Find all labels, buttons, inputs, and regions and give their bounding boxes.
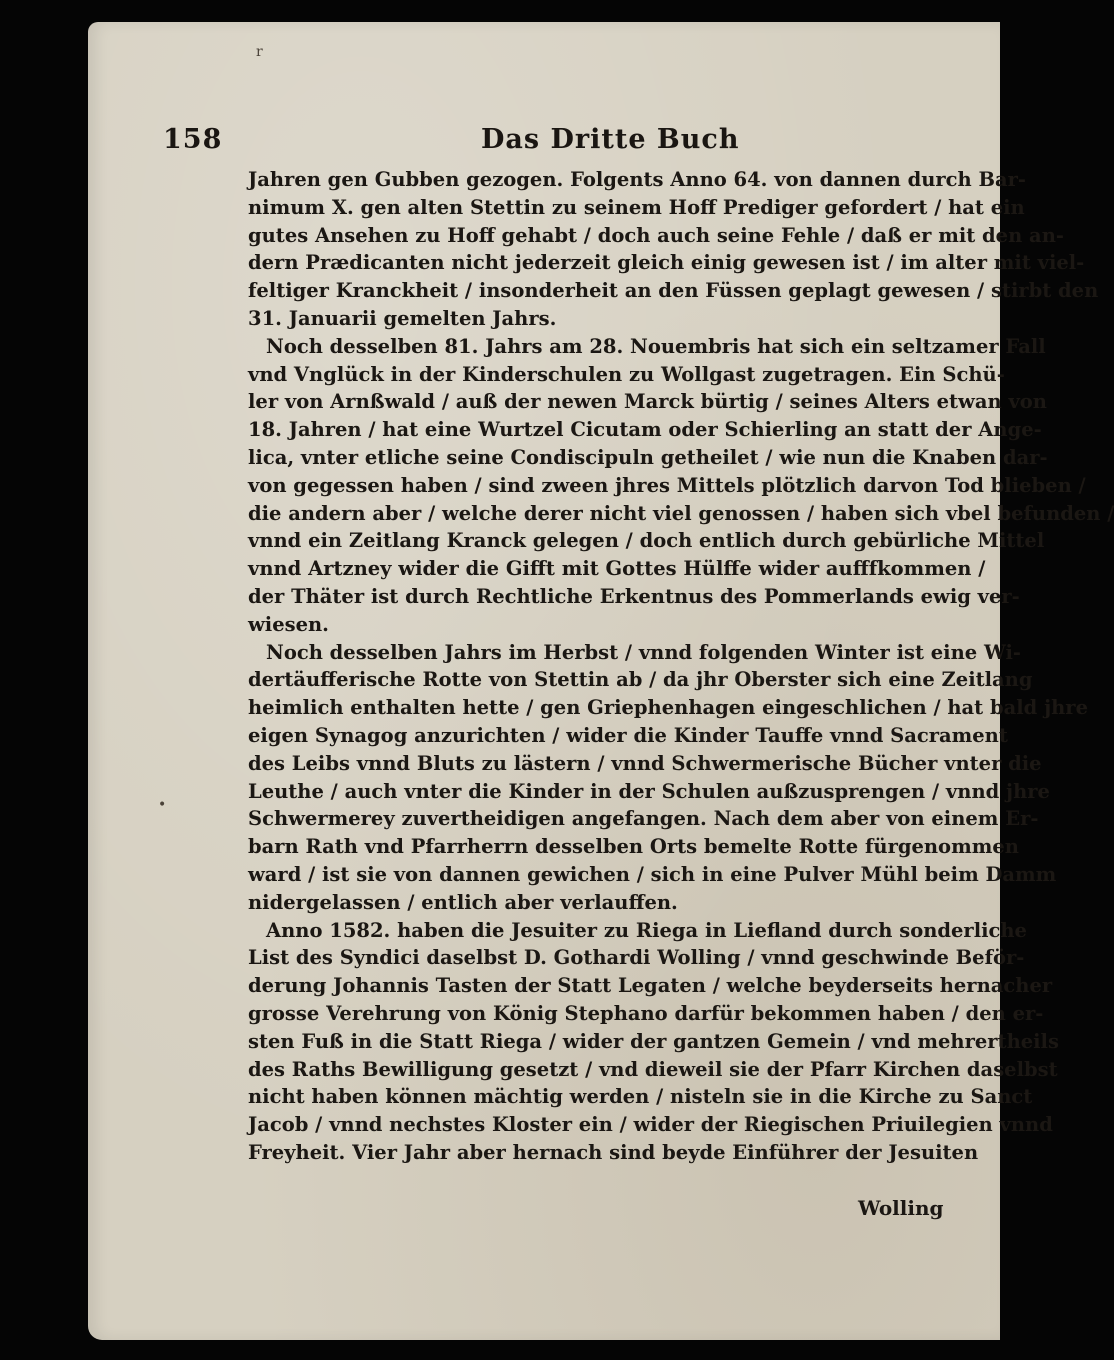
text-line: von gegessen haben / sind zween jhres Mittels plötzlich darvon Tod blieben /	[248, 473, 1086, 497]
paragraph	[248, 333, 1114, 639]
running-head: Das Dritte Buch	[481, 124, 740, 155]
text-line: Jacob / vnnd nechstes Kloster ein / wider der Riegischen Priuilegien vnnd	[248, 1113, 1053, 1137]
paragraph	[248, 917, 1059, 1167]
page-number: 158	[163, 124, 223, 155]
text-line: heimlich enthalten hette / gen Griephenhagen eingeschlichen / hat bald jhre	[248, 696, 1088, 720]
text-line: List des Syndici daselbst D. Gothardi Wolling / vnnd geschwinde Beför-	[248, 946, 1025, 970]
text-line: der Thäter ist durch Rechtliche Erkentnus des Pommerlands ewig ver-	[248, 584, 1020, 608]
text-line: wiesen.	[248, 612, 329, 636]
text-line: dern Prædicanten nicht jederzeit gleich einig gewesen ist / im alter mit viel-	[248, 251, 1085, 275]
text-line: Freyheit. Vier Jahr aber hernach sind beyde Einführer der Jesuiten	[248, 1140, 979, 1164]
text-line: barn Rath vnd Pfarrherrn desselben Orts bemelte Rotte fürgenommen	[248, 835, 1019, 859]
text-line: vnd Vnglück in der Kinderschulen zu Wollgast zugetragen. Ein Schü-	[248, 362, 1005, 386]
text-line: 31. Januarii gemelten Jahrs.	[248, 306, 557, 330]
text-line: grosse Verehrung von König Stephano darfür bekommen haben / den er-	[248, 1001, 1044, 1025]
page-speck: •	[158, 797, 167, 813]
text-line: 18. Jahren / hat eine Wurtzel Cicutam oder Schierling an statt der Ange-	[248, 418, 1042, 442]
text-line: nimum X. gen alten Stettin zu seinem Hoff Prediger gefordert / hat ein	[248, 195, 1025, 219]
text-line: eigen Synagog anzurichten / wider die Kinder Tauffe vnnd Sacrament	[248, 723, 1008, 747]
text-line: ward / ist sie von dannen gewichen / sich in eine Pulver Mühl beim Damm	[248, 862, 1057, 886]
paragraph	[248, 639, 1088, 917]
text-line: derung Johannis Tasten der Statt Legaten / welche beyderseits hernacher	[248, 974, 1053, 998]
text-line: nidergelassen / entlich aber verlauffen.	[248, 890, 678, 914]
text-line: Jahren gen Gubben gezogen. Folgents Anno 64. von dannen durch Bar-	[248, 168, 1026, 191]
text-line: ler von Arnßwald / auß der newen Marck bürtig / seines Alters etwan von	[248, 390, 1047, 414]
text-line: die andern aber / welche derer nicht viel genossen / haben sich vbel befunden /	[248, 501, 1114, 525]
catchword: Wolling	[858, 1196, 944, 1220]
text-line: Schwermerey zuvertheidigen angefangen. Nach dem aber von einem Er-	[248, 807, 1039, 831]
text-line: sten Fuß in die Statt Riega / wider der gantzen Gemein / vnd mehrertheils	[248, 1029, 1059, 1053]
text-line: Noch desselben Jahrs im Herbst / vnnd folgenden Winter ist eine Wi-	[266, 640, 1022, 664]
text-line: des Leibs vnnd Bluts zu lästern / vnnd Schwermerische Bücher vnter die	[248, 751, 1042, 775]
text-line: nicht haben können mächtig werden / nisteln sie in die Kirche zu Sanct	[248, 1085, 1033, 1109]
text-line: lica, vnter etliche seine Condiscipuln getheilet / wie nun die Knaben dar-	[248, 445, 1048, 469]
text-line: Leuthe / auch vnter die Kinder in der Schulen außzusprengen / vnnd jhre	[248, 779, 1050, 803]
text-line: Anno 1582. haben die Jesuiter zu Riega in Liefland durch sonderliche	[266, 918, 1027, 942]
text-line: vnnd ein Zeitlang Kranck gelegen / doch entlich durch gebürliche Mittel	[248, 529, 1045, 553]
page-speck: r	[256, 44, 263, 60]
text-line: des Raths Bewilligung gesetzt / vnd dieweil sie der Pfarr Kirchen daselbst	[248, 1057, 1058, 1081]
text-line: feltiger Kranckheit / insonderheit an den Füssen geplagt gewesen / stirbt den	[248, 279, 1099, 303]
text-line: gutes Ansehen zu Hoff gehabt / doch auch seine Fehle / daß er mit den an-	[248, 223, 1064, 247]
text-line: Noch desselben 81. Jahrs am 28. Nouembris hat sich ein seltzamer Fall	[266, 334, 1046, 358]
text-line: dertäufferische Rotte von Stettin ab / da jhr Oberster sich eine Zeitlang	[248, 668, 1033, 692]
paragraph	[248, 166, 1099, 333]
body-text	[248, 166, 1114, 1167]
text-line: vnnd Artzney wider die Gifft mit Gottes Hülffe wider aufffkommen /	[248, 557, 986, 581]
page-header	[163, 124, 740, 164]
